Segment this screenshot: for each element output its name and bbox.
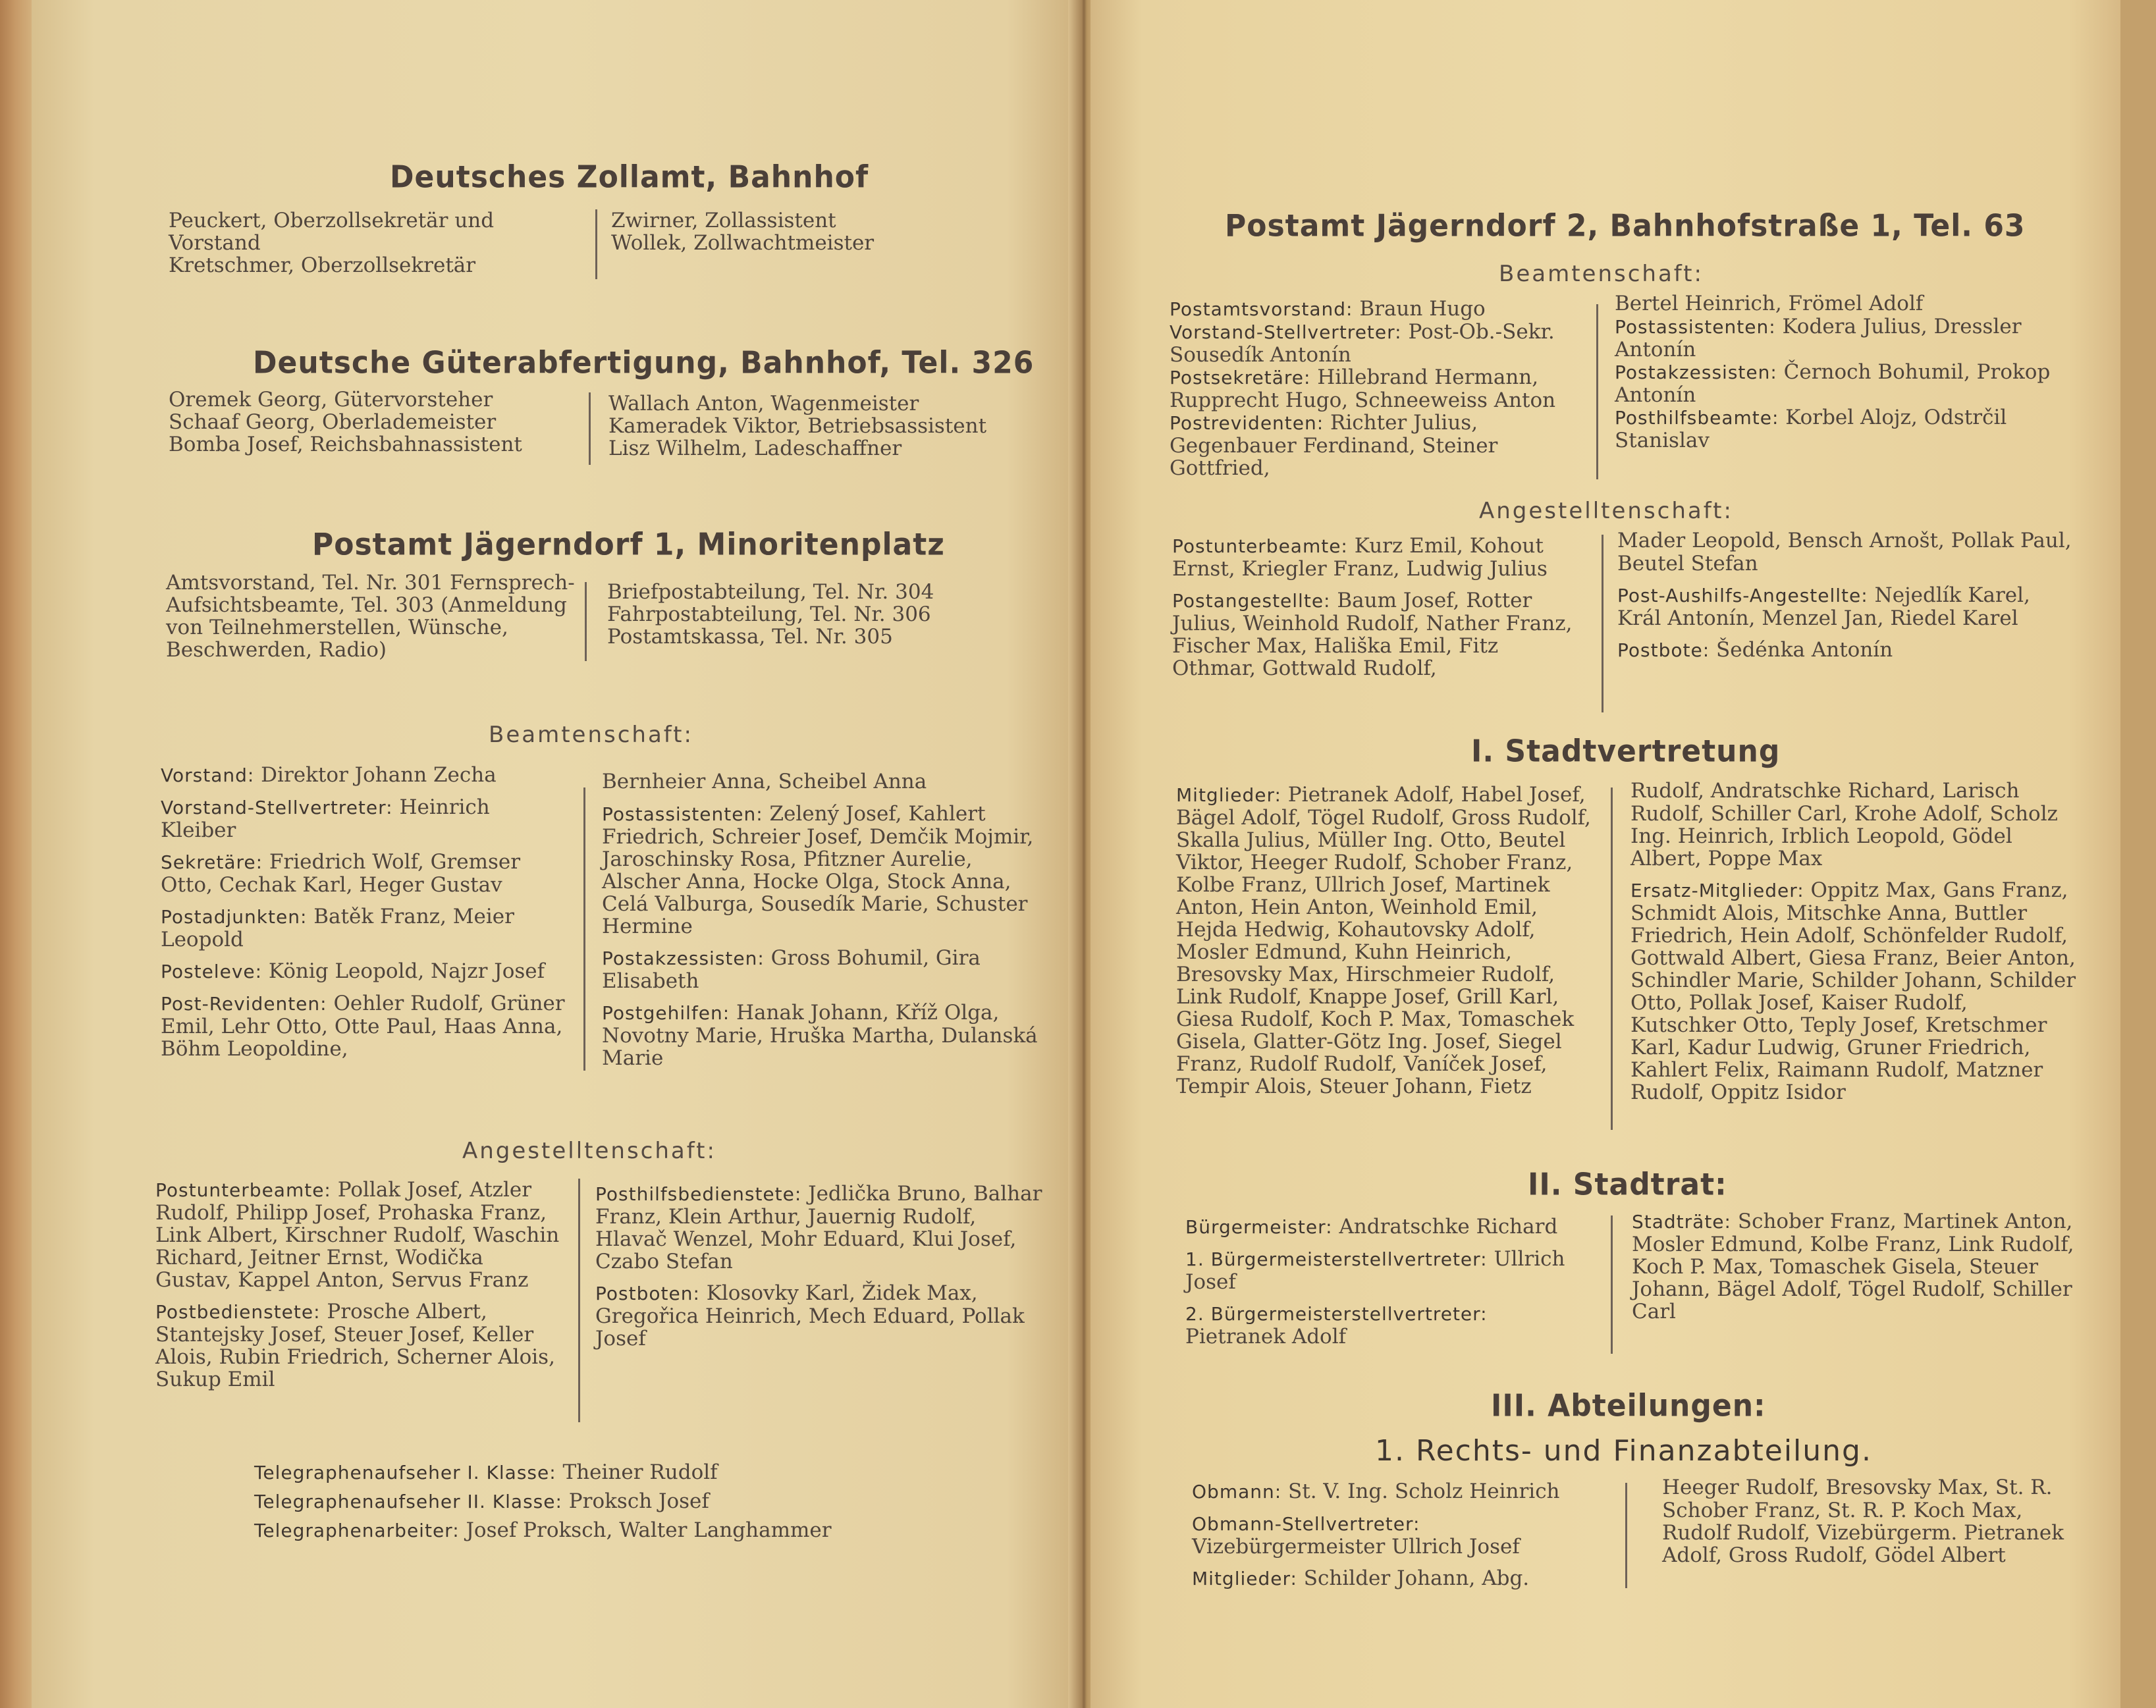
zollamt-title: Deutsches Zollamt, Bahnhof [390,159,869,196]
stadtrat-title: II. Stadtrat: [1528,1167,1727,1203]
department-names: St. V. Ing. Scholz Heinrich [1288,1480,1560,1503]
telegraph-name: Proksch Josef [568,1489,709,1513]
postamt1-phone: Briefpostabteilung, Tel. Nr. 304 [607,580,934,604]
staff-names: Pollak Josef, Atzler Rudolf, Philipp Josef, Prohaska Franz, Link Albert, Kirschner Rudolf, Waschin Richard, Jeitner Ernst, Wodička Gustav, Kappel Anton, Servus Franz [155,1178,560,1292]
left-page [32,0,1080,1708]
staff-names: Oehler Rudolf, Grüner Emil, Lehr Otto, Otte Paul, Haas Anna, Böhm Leopoldine, [161,992,565,1061]
staff-role: Vorstand-Stellvertreter: [161,797,393,818]
council-entry [1185,1302,1594,1348]
staff-entry [161,992,569,1060]
council-entry [1630,780,2078,870]
council-entry [1185,1248,1594,1293]
staff-entry [161,905,569,951]
department-entry [1192,1480,1594,1503]
council-role: Mitglieder: [1176,784,1281,806]
staff-names: Richter Julius, Gegenbauer Ferdinand, Steiner Gottfried, [1170,411,1498,480]
angestellten-left-column [155,1179,564,1400]
staff-role: Postboten: [595,1283,700,1304]
staff-role: Postakzessisten: [1615,361,1777,383]
council-entry [1185,1215,1594,1239]
angestellten-right-column [595,1183,1043,1359]
department-role: Mitglieder: [1192,1568,1297,1589]
council-names: Ullrich Josef [1185,1247,1565,1294]
staff-role: Postunterbeamte: [1172,535,1348,557]
telegraph-role: Telegraphenaufseher II. Klasse: [254,1491,562,1512]
council-names: Rudolf, Andratschke Richard, Larisch Rudolf, Schiller Carl, Krohe Adolf, Scholz Ing. Heinrich, Irblich Leopold, Gödel Albert, Poppe Max [1630,779,2058,870]
staff-role: Postbedienstete: [155,1301,321,1323]
gueter-entry: Bomba Josef, Reichsbahnassistent [169,433,522,456]
gueter-entry: Oremek Georg, Gütervorsteher [169,388,493,412]
staff-names: Post-Ob.-Sekr. Sousedík Antonín [1170,320,1555,367]
department-role: Obmann-Stellvertreter: [1192,1513,1420,1535]
staff-entry [602,947,1050,992]
postamt1-phone: Postamtskassa, Tel. Nr. 305 [607,625,893,649]
staff-role: Vorstand-Stellvertreter: [1170,321,1402,343]
staff-role: Posthilfsbeamte: [1615,407,1779,429]
staff-entry [155,1300,564,1391]
zollamt-entry: Peuckert, Oberzollsekretär und Vorstand [169,209,495,255]
telegraph-entry [254,1489,709,1514]
department-names: Vizebürgermeister Ullrich Josef [1192,1535,1520,1559]
staff-entry [161,796,569,841]
staff-entry [1617,584,2072,629]
gueter-entry: Lisz Wilhelm, Ladeschaffner [608,437,902,460]
postamt1-phone: Fahrpostabteilung, Tel. Nr. 306 [607,602,931,626]
stadtrat-right [1632,1210,2080,1332]
staff-names: Prosche Albert, Stantejsky Josef, Steuer Josef, Keller Alois, Rubin Friedrich, Scherner Alois, Sukup Emil [155,1300,555,1391]
column-divider [1611,787,1613,1130]
council-entry [1630,879,2078,1104]
council-role: Bürgermeister: [1185,1216,1333,1238]
staff-names: Gross Bohumil, Gira Elisabeth [602,946,981,993]
column-divider [583,787,585,1071]
council-role: 2. Bürgermeisterstellvertreter: [1185,1303,1488,1325]
staff-names: Kodera Julius, Dressler Antonín [1615,315,2022,361]
gueter-entry: Wallach Anton, Wagenmeister [608,392,919,415]
column-divider [1596,304,1598,479]
staff-entry [1170,366,1584,412]
council-role: Stadträte: [1632,1211,1731,1233]
postamt1-left-column [166,572,581,661]
postamt1-title: Postamt Jägerndorf 1, Minoritenplatz [312,527,945,563]
staff-entry [1615,315,2069,361]
angestelltenschaft-heading: Angestelltenschaft: [462,1138,716,1164]
column-divider [1611,1215,1613,1354]
staff-entry [1615,406,2069,452]
beamtenschaft-heading: Beamtenschaft: [489,722,693,748]
department-names: Schilder Johann, Abg. [1303,1566,1530,1590]
postamt1-right-column [607,581,976,648]
department-entry [1662,1476,2084,1566]
department-role: Obmann: [1192,1481,1282,1503]
telegraph-name: Theiner Rudolf [562,1460,718,1484]
postamt2-beamtenschaft-heading: Beamtenschaft: [1499,261,1704,287]
zollamt-left-column [169,209,577,277]
staff-names: Jedlička Bruno, Balhar Franz, Klein Arthur, Jauernig Rudolf, Hlavač Wenzel, Mohr Eduard, Klui Josef, Czabo Stefan [595,1182,1042,1273]
staff-entry [161,851,569,896]
council-names: Andratschke Richard [1339,1215,1558,1239]
department-names: Heeger Rudolf, Bresovsky Max, St. R. Schober Franz, St. R. P. Koch Max, Rudolf Rudolf, Vizebürgerm. Pietranek Adolf, Gross Rudolf, Gödel Albert [1662,1476,2064,1567]
staff-role: Postadjunkten: [161,906,308,928]
column-divider [1625,1483,1627,1588]
council-names: Oppitz Max, Gans Franz, Schmidt Alois, Mitschke Anna, Buttler Friedrich, Hein Adolf, Schönfelder Rudolf, Gottwald Albert, Giesa Franz, Beier Anton, Schindler Marie, Schilder Johann, Schilder Otto, Pollak Josef, Kaiser Rudolf, Kutschker Otto, Teply Josef, Kretschmer Karl, Kadur Ludwig, Gruner Friedrich, Kahlert Felix, Raimann Rudolf, Matzner Rudolf, Oppitz Isidor [1630,878,2076,1104]
gueterabfertigung-title: Deutsche Güterabfertigung, Bahnhof, Tel. 326 [253,345,1035,381]
zollamt-entry: Kretschmer, Oberzollsekretär [169,254,476,277]
column-divider [595,209,597,279]
staff-entry [161,960,569,983]
staff-entry [602,1001,1050,1069]
postamt2-angestellten-right [1617,529,2072,671]
staff-role: Postakzessisten: [602,947,765,969]
staff-names: Nejedlík Karel, Král Antonín, Menzel Jan, Riedel Karel [1617,583,2030,630]
staff-role: Postsekretäre: [1170,367,1311,388]
staff-names: Černoch Bohumil, Prokop Antonín [1615,360,2051,407]
staff-names: König Leopold, Najzr Josef [268,959,545,983]
staff-entry [1170,321,1584,366]
postamt1-info: Amtsvorstand, Tel. Nr. 301 Fernsprech-Aufsichtsbeamte, Tel. 303 (Anmeldung von Teilnehmerstellen, Wünsche, Beschwerden, Radio) [166,571,575,662]
staff-names: Klosovky Karl, Židek Max, Gregořica Heinrich, Mech Eduard, Pollak Josef [595,1281,1025,1350]
staff-names: Braun Hugo [1359,297,1486,321]
zollamt-entry: Zwirner, Zollassistent [611,209,836,232]
staff-names: Korbel Alojz, Odstrčil Stanislav [1615,406,2007,452]
council-entry [1176,784,1591,1098]
staff-entry [155,1179,564,1291]
gueter-entry: Schaaf Georg, Oberlademeister [169,410,497,434]
staff-role: Posthilfsbedienstete: [595,1183,802,1205]
staff-names: Batěk Franz, Meier Leopold [161,905,514,951]
council-names: Schober Franz, Martinek Anton, Mosler Edmund, Kolbe Franz, Link Rudolf, Koch P. Max, Tomaschek Gisela, Steuer Johann, Bägel Adolf, Tögel Rudolf, Schiller Carl [1632,1210,2074,1323]
staff-role: Posteleve: [161,961,263,982]
telegraph-entry [254,1460,718,1485]
staff-role: Postassistenten: [602,803,763,825]
abteilung-left [1192,1480,1594,1599]
telegraph-role: Telegraphenaufseher I. Klasse: [254,1462,556,1483]
council-names: Pietranek Adolf, Habel Josef, Bägel Adolf, Tögel Rudolf, Gross Rudolf, Skalla Julius, Müller Ing. Otto, Beutel Viktor, Heeger Rudolf, Schober Franz, Kolbe Franz, Ullrich Josef, Martinek Anton, Hein Anton, Weinhold Emil, Hejda Hedwig, Kohautovsky Adolf, Mosler Edmund, Kuhn Heinrich, Bresovsky Max, Hirschmeier Rudolf, Link Rudolf, Knappe Josef, Grill Karl, Giesa Rudolf, Koch P. Max, Tomaschek Gisela, Glatter-Götz Ing. Josef, Siegel Franz, Rudolf Rudolf, Vaníček Josef, Tempir Alois, Steuer Johann, Fietz [1176,783,1591,1098]
staff-names: Zelený Josef, Kahlert Friedrich, Schreier Josef, Demčik Mojmir, Jaroschinsky Rosa, Pfitzner Aurelie, Alscher Anna, Hocke Olga, Stock Anna, Celá Valburga, Sousedík Marie, Schuster Hermine [602,802,1034,938]
stadtrat-left [1185,1215,1594,1357]
abteilungen-title: III. Abteilungen: [1491,1388,1766,1424]
staff-names: Šedénka Antonín [1716,638,1893,662]
postamt2-angestellten-left [1172,535,1587,689]
abteilung-right [1662,1476,2084,1576]
postamt2-beamten-right [1615,292,2069,452]
abteilung-subtitle: 1. Rechts- und Finanzabteilung. [1375,1434,1872,1468]
column-divider [585,582,587,661]
staff-role: Vorstand: [161,764,255,786]
department-entry [1192,1512,1594,1558]
postamt2-beamten-left [1170,298,1584,479]
staff-role: Postgehilfen: [602,1002,730,1024]
gueter-entry: Kameradek Viktor, Betriebsassistent [608,414,987,438]
gueter-left-column [169,388,577,456]
column-divider [589,392,591,465]
staff-names: Baum Josef, Rotter Julius, Weinhold Rudolf, Nather Franz, Fischer Max, Hališka Emil, Fitz Othmar, Gottwald Rudolf, [1172,589,1573,680]
council-entry [1632,1210,2080,1323]
staff-names: Heinrich Kleiber [161,795,490,842]
staff-entry [595,1282,1043,1350]
staff-role: Post-Aushilfs-Angestellte: [1617,585,1868,606]
postamt2-angestellten-heading: Angestelltenschaft: [1479,498,1733,524]
right-page [1091,0,2120,1708]
staff-role: Postamtsvorstand: [1170,298,1353,320]
zollamt-right-column [611,209,980,254]
zollamt-entry: Wollek, Zollwachtmeister [611,231,875,255]
staff-names: Friedrich Wolf, Gremser Otto, Cechak Karl, Heger Gustav [161,850,521,897]
staff-entry [1170,298,1584,321]
staff-names: Kurz Emil, Kohout Ernst, Kriegler Franz, Ludwig Julius [1172,534,1548,581]
staff-names: Bertel Heinrich, Frömel Adolf [1615,292,1924,315]
staff-entry [161,764,569,787]
staff-role: Postunterbeamte: [155,1179,331,1201]
council-role: 1. Bürgermeisterstellvertreter: [1185,1248,1488,1270]
column-divider [578,1179,580,1422]
column-divider [1602,535,1604,712]
staff-entry [1172,589,1587,680]
stadtvertretung-title: I. Stadtvertretung [1471,734,1781,770]
gueter-right-column [608,392,1030,460]
staff-entry [1170,412,1584,479]
postamt2-title: Postamt Jägerndorf 2, Bahnhofstraße 1, Tel. 63 [1225,208,2026,244]
staff-entry [595,1183,1043,1273]
staff-role: Postangestellte: [1172,590,1331,612]
staff-role: Postassistenten: [1615,316,1776,338]
staff-entry [1172,535,1587,580]
staff-entry [1617,529,2072,575]
stadtvertretung-right [1630,780,2078,1113]
staff-names: Bernheier Anna, Scheibel Anna [602,770,927,793]
department-entry [1192,1567,1594,1590]
telegraph-entry [254,1518,832,1543]
staff-names: Hanak Johann, Kříž Olga, Novotny Marie, Hruška Martha, Dulanská Marie [602,1001,1038,1070]
staff-role: Postrevidenten: [1170,412,1324,434]
staff-role: Sekretäre: [161,851,263,873]
staff-entry [602,770,1050,793]
council-role: Ersatz-Mitglieder: [1630,880,1804,901]
staff-role: Post-Revidenten: [161,993,327,1015]
telegraph-name: Josef Proksch, Walter Langhammer [466,1518,832,1542]
staff-role: Postbote: [1617,639,1710,661]
beamtenschaft-right-column [602,770,1050,1079]
council-names: Pietranek Adolf [1185,1325,1347,1348]
stadtvertretung-left [1176,784,1591,1107]
staff-names: Mader Leopold, Bensch Arnošt, Pollak Paul, Beutel Stefan [1617,529,2072,575]
staff-entry [1615,361,2069,406]
staff-entry [602,803,1050,938]
telegraph-role: Telegraphenarbeiter: [254,1520,460,1541]
staff-entry [1615,292,2069,315]
beamtenschaft-left-column [161,764,569,1069]
staff-entry [1617,639,2072,662]
staff-names: Hillebrand Hermann, Rupprecht Hugo, Schneeweiss Anton [1170,365,1556,412]
staff-names: Direktor Johann Zecha [261,763,497,787]
